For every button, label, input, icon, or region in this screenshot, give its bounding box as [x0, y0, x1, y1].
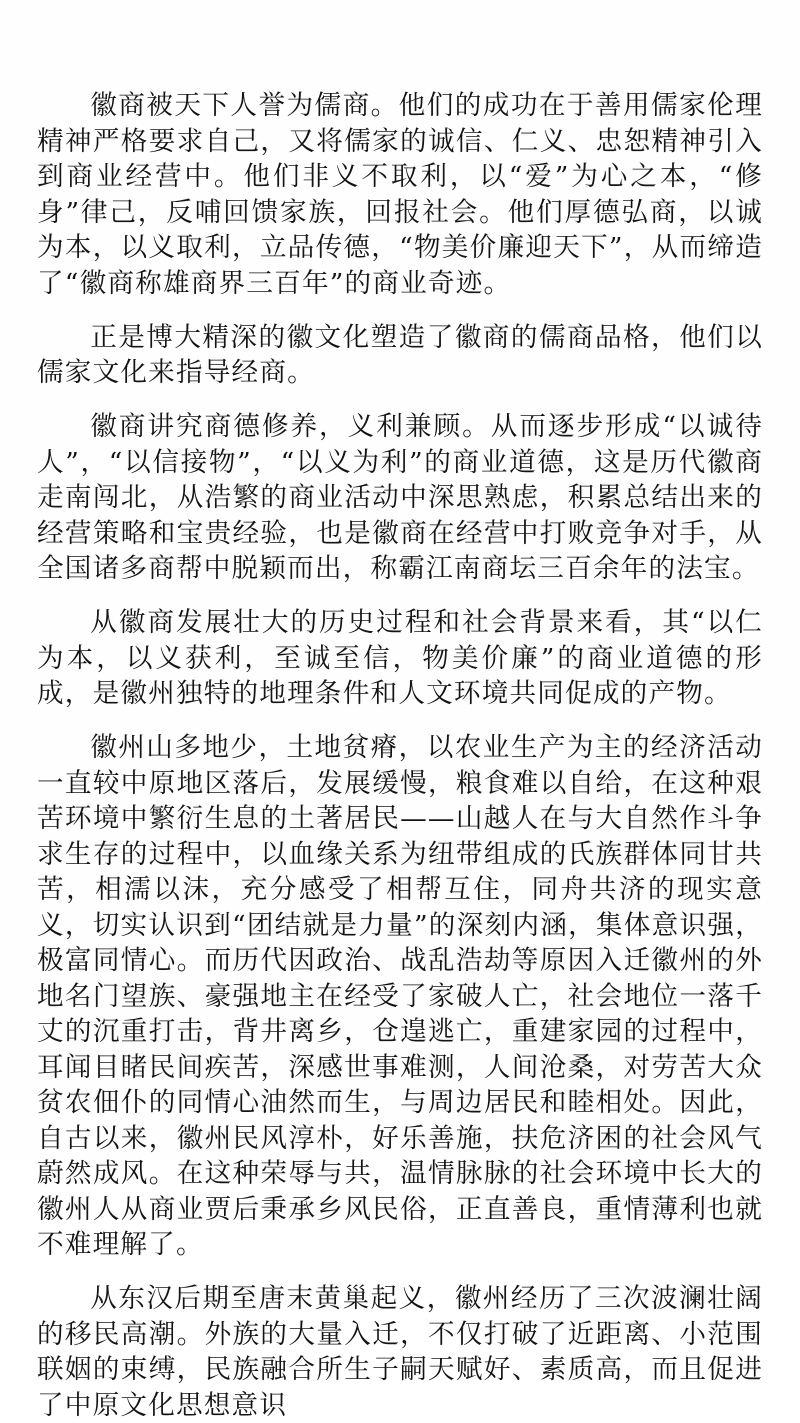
paragraph-4: 从徽商发展壮大的历史过程和社会背景来看，其“以仁为本，以义获利，至诚至信，物美价廉”的商业道德的形成，是徽州独特的地理条件和人文环境共同促成的产物。 [37, 607, 763, 709]
paragraph-2: 正是博大精深的徽文化塑造了徽商的儒商品格，他们以儒家文化来指导经商。 [37, 321, 763, 388]
paragraph-3: 徽商讲究商德修养，义利兼顾。从而逐步形成“以诚待人”，“以信接物”，“以义为利”的商业道德，这是历代徽商走南闯北，从浩繁的商业活动中深思熟虑，积累总结出来的经营策略和宝贵经验，也是徽商在经营中打败竞争对手，从全国诸多商帮中脱颖而出，称霸江南商坛三百余年的法宝。 [37, 411, 763, 584]
paragraph-5: 徽州山多地少，土地贫瘠，以农业生产为主的经济活动一直较中原地区落后，发展缓慢，粮食难以自给，在这种艰苦环境中繁衍生息的土著居民——山越人在与大自然作斗争求生存的过程中，以血缘关系为纽带组成的氏族群体同甘共苦，相濡以沫，充分感受了相帮互住，同舟共济的现实意义，切实认识到“团结就是力量”的深刻内涵，集体意识强，极富同情心。而历代因政治、战乱浩劫等原因入迁徽州的外地名门望族、豪强地主在经受了家破人亡，社会地位一落千丈的沉重打击，背井离乡，仓遑逃亡，重建家园的过程中，耳闻目睹民间疾苦，深感世事难测，人间沧桑，对劳苦大众贫农佃仆的同情心油然而生，与周边居民和睦相处。因此，自古以来，徽州民风淳朴，好乐善施，扶危济困的社会风气蔚然成风。在这种荣辱与共，温情脉脉的社会环境中长大的徽州人从商业贾后秉承乡风民俗，正直善良，重情薄利也就不难理解了。 [37, 732, 763, 1260]
body-text [37, 88, 763, 1423]
paragraph-6: 从东汉后期至唐末黄巢起义，徽州经历了三次波澜壮阔的移民高潮。外族的大量入迁，不仅打破了近距离、小范围联姻的束缚，民族融合所生子嗣天赋好、素质高，而且促进了中原文化思想意识 [37, 1283, 763, 1421]
paragraph-1: 徽商被天下人誉为儒商。他们的成功在于善用儒家伦理精神严格要求自己，又将儒家的诚信、仁义、忠恕精神引入到商业经营中。他们非义不取利，以“爱”为心之本，“修身”律己，反哺回馈家族，回报社会。他们厚德弘商，以诚为本，以义取利，立品传德，“物美价廉迎天下”，从而缔造了“徽商称雄商界三百年”的商业奇迹。 [37, 90, 763, 299]
